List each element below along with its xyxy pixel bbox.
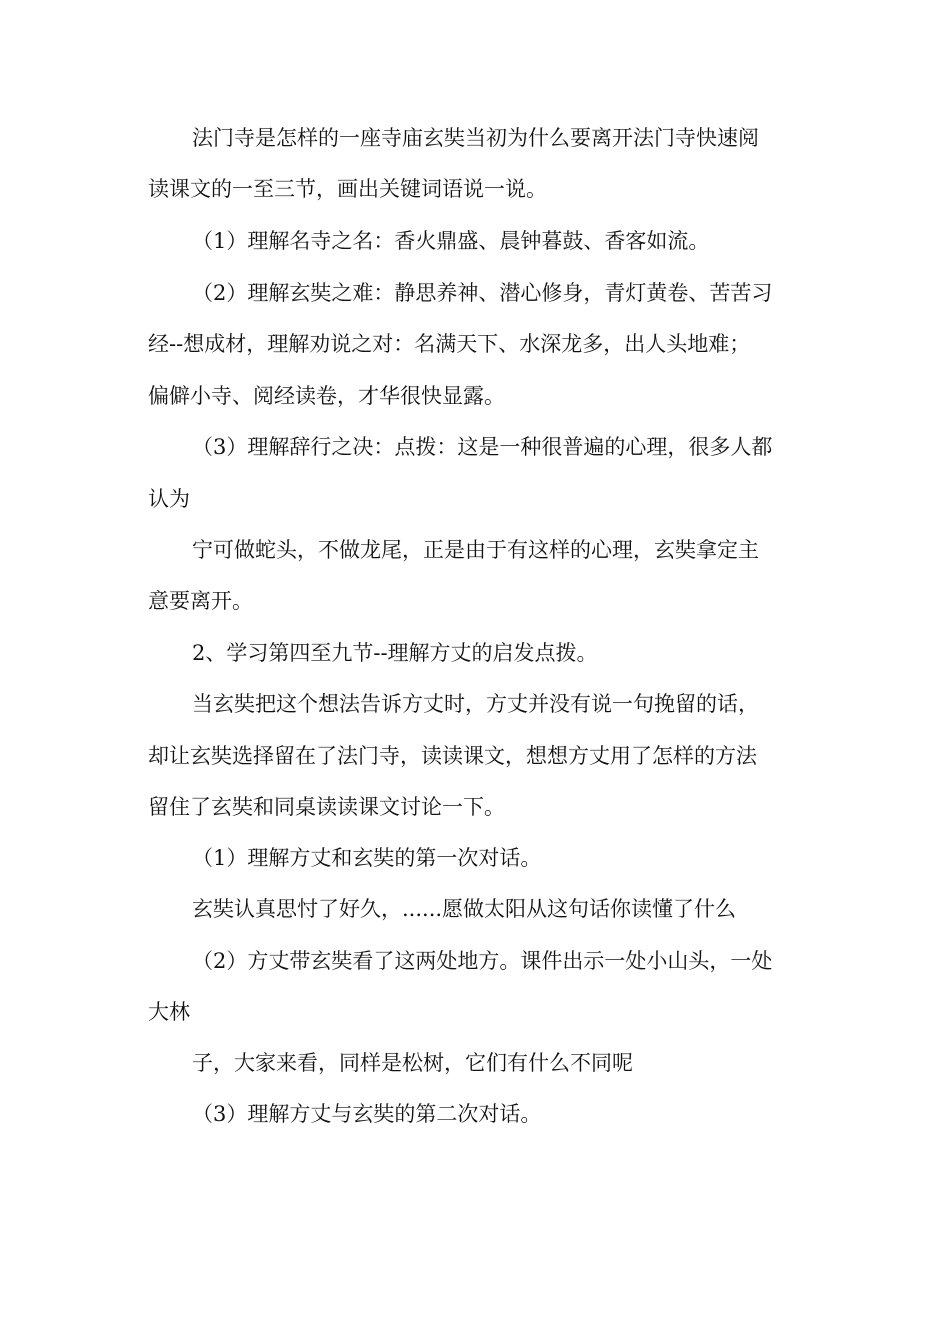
- paragraph-line: 读课文的一至三节，画出关键词语说一说。: [148, 177, 547, 201]
- paragraph-line: 法门寺是怎样的一座寺庙玄奘当初为什么要离开法门寺快速阅: [192, 126, 759, 150]
- paragraph-line: 经--想成材，理解劝说之对：名满天下、水深龙多，出人头地难；: [148, 332, 751, 356]
- paragraph-line: 偏僻小寺、阅经读卷，才华很快显露。: [148, 384, 505, 408]
- paragraph-line: （3）理解辞行之决：点拨：这是一种很普遍的心理，很多人都: [192, 435, 773, 459]
- paragraph-line: （2）方丈带玄奘看了这两处地方。课件出示一处小山头，一处: [192, 949, 773, 973]
- paragraph-line: （1）理解名寺之名：香火鼎盛、晨钟暮鼓、香客如流。: [192, 229, 710, 253]
- paragraph-line: 大林: [148, 1000, 190, 1024]
- paragraph-line: （2）理解玄奘之难：静思养神、潜心修身，青灯黄卷、苦苦习: [192, 281, 773, 305]
- paragraph-line: （1）理解方丈和玄奘的第一次对话。: [192, 846, 542, 870]
- paragraph-line: 意要离开。: [148, 589, 253, 613]
- paragraph-line: 宁可做蛇头，不做龙尾，正是由于有这样的心理，玄奘拿定主: [192, 538, 759, 562]
- paragraph-line: 玄奘认真思忖了好久，......愿做太阳从这句话你读懂了什么: [192, 897, 737, 921]
- paragraph-line: 留住了玄奘和同桌读读课文讨论一下。: [148, 795, 505, 819]
- paragraph-line: 却让玄奘选择留在了法门寺，读读课文，想想方丈用了怎样的方法: [148, 744, 757, 768]
- section-heading: 2、学习第四至九节--理解方丈的启发点拨。: [192, 641, 598, 665]
- paragraph-line: 子，大家来看，同样是松树，它们有什么不同呢: [192, 1051, 633, 1075]
- paragraph-line: （3）理解方丈与玄奘的第二次对话。: [192, 1102, 542, 1126]
- paragraph-line: 认为: [148, 487, 190, 511]
- paragraph-line: 当玄奘把这个想法告诉方丈时，方丈并没有说一句挽留的话，: [192, 692, 759, 716]
